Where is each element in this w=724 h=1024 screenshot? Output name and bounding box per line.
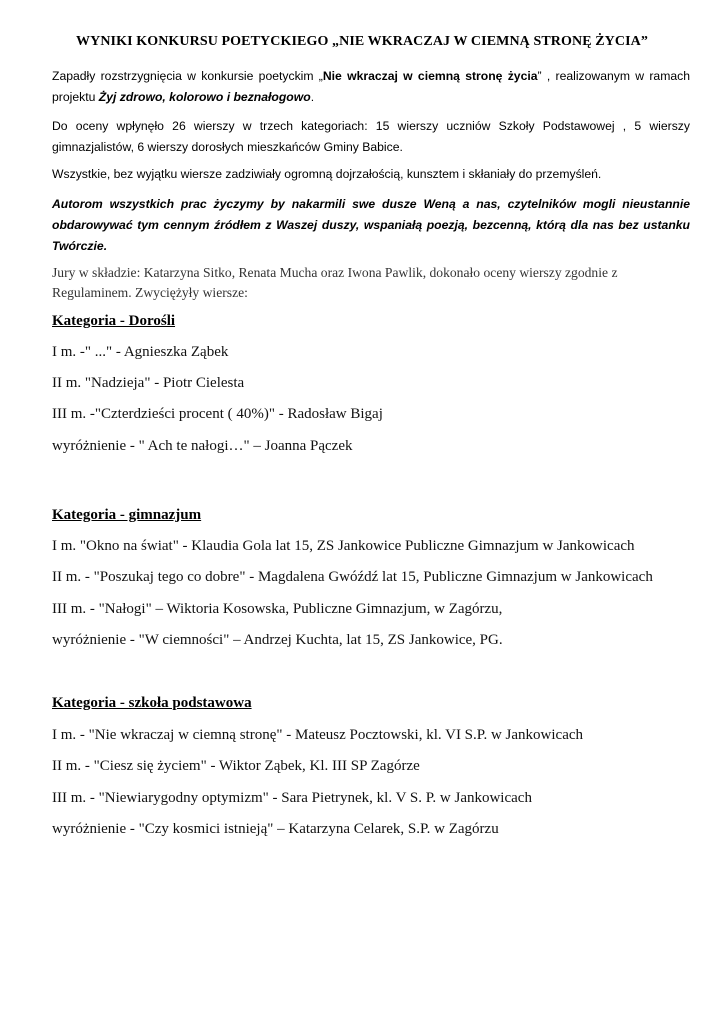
result-entry: III m. - "Nałogi" – Wiktoria Kosowska, Publiczne Gimnazjum, w Zagórzu, [52, 601, 503, 617]
result-entry: II m. - "Poszukaj tego co dobre" - Magdalena Gwóźdź lat 15, Publiczne Gimnazjum w Jankowicach [52, 569, 653, 585]
result-entry: I m. -" ..." - Agnieszka Ząbek [52, 344, 229, 360]
result-entry: III m. - "Niewiarygodny optymizm" - Sara Pietrynek, kl. V S. P. w Jankowicach [52, 790, 532, 806]
jury-paragraph: Jury w składzie: Katarzyna Sitko, Renata Mucha oraz Iwona Pawlik, dokonało oceny wierszy zgodnie z Regulaminem. Zwyciężyły wiersze: [52, 265, 618, 300]
result-entry: I m. "Okno na świat" - Klaudia Gola lat 15, ZS Jankowice Publiczne Gimnazjum w Jankowicach [52, 538, 635, 554]
intro-text: Zapadły rozstrzygnięcia w konkursie poetyckim „ [52, 69, 323, 83]
contest-name: Nie wkraczaj w ciemną stronę życia [322, 69, 538, 83]
category-heading-primary-school: Kategoria - szkoła podstawowa [52, 695, 252, 711]
project-name: Żyj zdrowo, kolorowo i beznałogowo [98, 90, 311, 104]
result-entry: I m. - "Nie wkraczaj w ciemną stronę" - Mateusz Pocztowski, kl. VI S.P. w Jankowicach [52, 727, 584, 743]
result-entry: III m. -"Czterdzieści procent ( 40%)" - Radosław Bigaj [52, 406, 383, 422]
intro-text: ” , realizowanym w ramach projektu [52, 69, 690, 104]
result-entry: II m. "Nadzieja" - Piotr Cielesta [52, 375, 245, 391]
result-entry: wyróżnienie - "W ciemności" – Andrzej Kuchta, lat 15, ZS Jankowice, PG. [52, 632, 503, 648]
result-entry: wyróżnienie - " Ach te nałogi…" – Joanna Pączek [52, 438, 353, 454]
intro-text: . [310, 90, 315, 104]
category-heading-adults: Kategoria - Dorośli [52, 313, 176, 329]
intro-paragraph-2: Do oceny wpłynęło 26 wierszy w trzech kategoriach: 15 wierszy uczniów Szkoły Podstawowej , 5 wierszy gimnazjalistów, 6 wierszy dorosłych mieszkańców Gminy Babice. [52, 119, 690, 154]
category-heading-gimnazjum: Kategoria - gimnazjum [52, 507, 202, 523]
result-entry: II m. - "Ciesz się życiem" - Wiktor Ząbek, Kl. III SP Zagórze [52, 758, 420, 774]
document-title: WYNIKI KONKURSU POETYCKIEGO „NIE WKRACZAJ W CIEMNĄ STRONĘ ŻYCIA” [76, 34, 648, 49]
wishes-paragraph: Autorom wszystkich prac życzymy by nakarmili swe dusze Weną a nas, czytelników mogli nieustannie obdarowywać tym cennym źródłem z Waszej duszy, wspaniałą poezją, bezcenną, którą dla nas bez ustanku Twórczie. [52, 197, 690, 253]
intro-paragraph-1 [52, 66, 690, 108]
result-entry: wyróżnienie - "Czy kosmici istnieją" – Katarzyna Celarek, S.P. w Zagórzu [52, 821, 499, 837]
intro-paragraph-3: Wszystkie, bez wyjątku wiersze zadziwiały ogromną dojrzałością, kunsztem i skłaniały do przemyśleń. [52, 167, 602, 181]
